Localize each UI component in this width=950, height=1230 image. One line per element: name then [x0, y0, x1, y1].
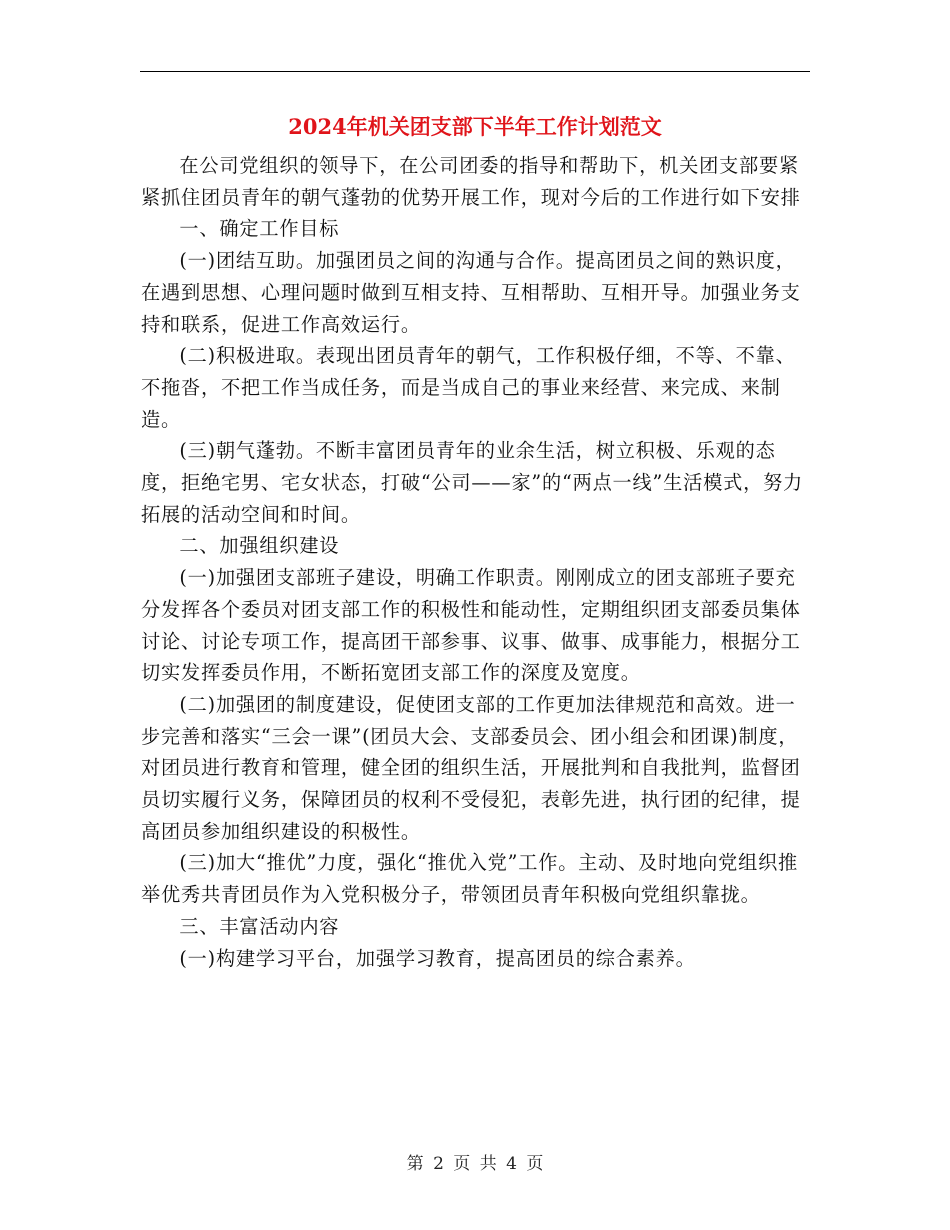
- footer-ye-label: 页: [453, 1154, 471, 1174]
- paragraph-1-2: (二)积极进取。表现出团员青年的朝气，工作积极仔细，不等、不靠、不拖沓，不把工作当成任务，而是当成自己的事业来经营、来完成、来制造。: [141, 344, 796, 431]
- footer-ye-label-2: 页: [526, 1154, 544, 1174]
- paragraph-1-3: (三)朝气蓬勃。不断丰富团员青年的业余生活，树立积极、乐观的态度，拒绝宅男、宅女状态，打破“公司——家”的“两点一线”生活模式，努力拓展的活动空间和时间。: [141, 439, 804, 526]
- page-footer: [140, 1152, 810, 1176]
- document-body: [141, 150, 809, 974]
- paragraph-2-3: (三)加大“推优”力度，强化“推优入党”工作。主动、及时地向党组织推举优秀共青团员作为入党积极分子，带领团员青年积极向党组织靠拢。: [141, 851, 799, 907]
- section-heading-1: 一、确定工作目标: [179, 217, 340, 241]
- document-title: 2024年机关团支部下半年工作计划范文: [288, 114, 662, 139]
- header-rule: [140, 71, 810, 72]
- footer-total-label: 共: [479, 1154, 497, 1174]
- section-heading-2: 二、加强组织建设: [179, 534, 340, 558]
- paragraph-1-1: (一)团结互助。加强团员之间的沟通与合作。提高团员之间的熟识度，在遇到思想、心理问题时做到互相支持、互相帮助、互相开导。加强业务支持和联系，促进工作高效运行。: [141, 249, 801, 336]
- footer-total-pages: 4: [506, 1154, 517, 1174]
- intro-paragraph: 在公司党组织的领导下，在公司团委的指导和帮助下，机关团支部要紧紧抓住团员青年的朝气蓬勃的优势开展工作，现对今后的工作进行如下安排: [141, 154, 801, 209]
- paragraph-2-2: (二)加强团的制度建设，促使团支部的工作更加法律规范和高效。进一步完善和落实“三会一课”(团员大会、支部委员会、团小组会和团课)制度，对团员进行教育和管理，健全团的组织生活，开展批判和自我批判，监督团员切实履行义务，保障团员的权利不受侵犯，表彰先进，执行团的纪律，提高团员参加组织建设的积极性。: [141, 692, 801, 843]
- paragraph-2-1: (一)加强团支部班子建设，明确工作职责。刚刚成立的团支部班子要充分发挥各个委员对团支部工作的积极性和能动性，定期组织团支部委员集体讨论、讨论专项工作，提高团干部参事、议事、做事、成事能力，根据分工切实发挥委员作用，不断拓宽团支部工作的深度及宽度。: [141, 566, 801, 685]
- footer-current-page: 2: [433, 1154, 444, 1174]
- paragraph-3-1: (一)构建学习平台，加强学习教育，提高团员的综合素养。: [179, 946, 696, 970]
- footer-page-label: 第: [406, 1154, 424, 1174]
- section-heading-3: 三、丰富活动内容: [179, 914, 340, 938]
